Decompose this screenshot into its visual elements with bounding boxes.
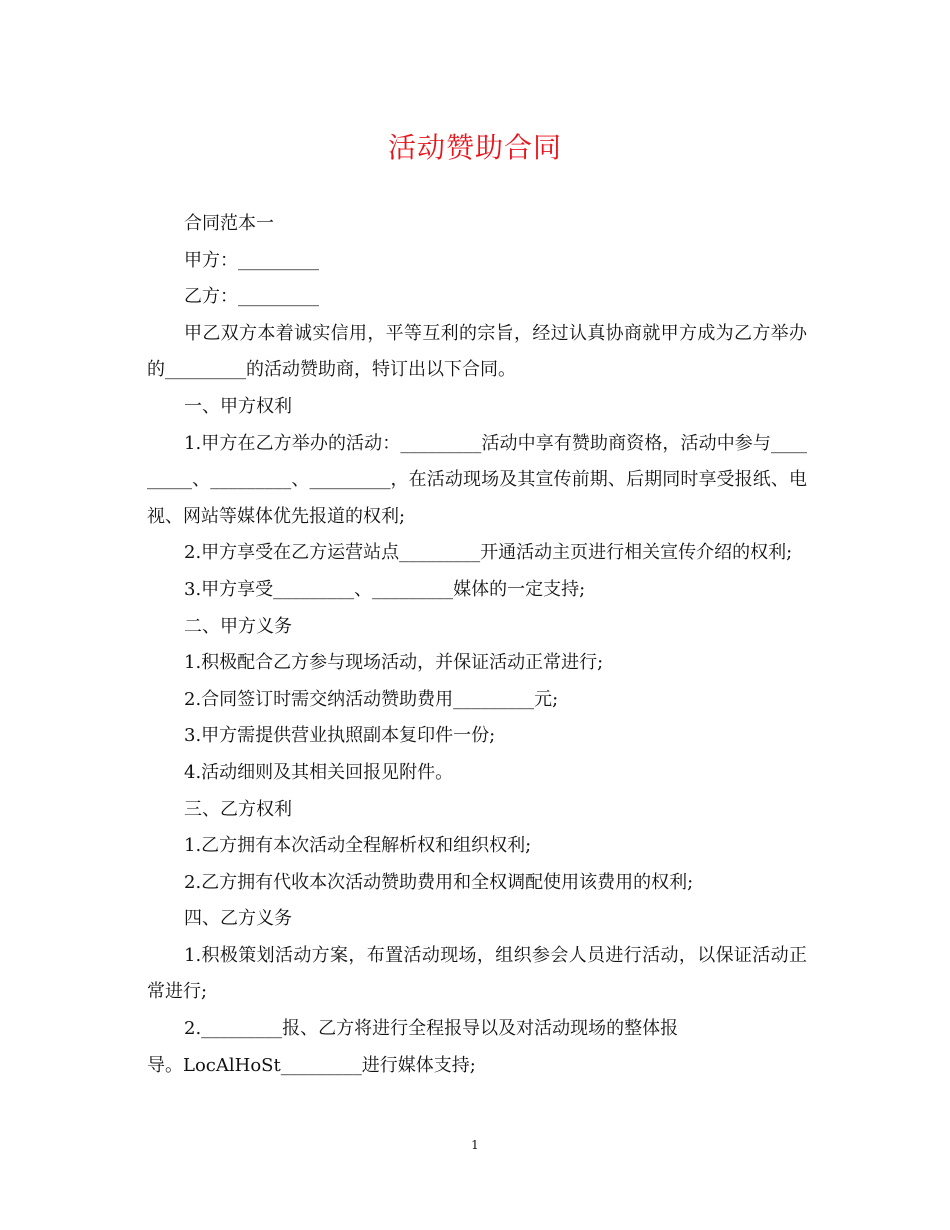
paragraph-clause: 1.积极配合乙方参与现场活动，并保证活动正常进行;	[184, 652, 604, 674]
section-heading-party-b-rights: 三、乙方权利	[184, 798, 292, 820]
section-heading-party-b-obligations: 四、乙方义务	[184, 908, 292, 930]
paragraph-clause: 1.甲方在乙方举办的活动：_________活动中享有赞助商资格，活动中参与_________、_________、_________，在活动现场及其宣传前期、后期同时享受报纸、电视、网站等媒体优先报道的权利;	[147, 432, 807, 527]
document-title: 活动赞助合同	[387, 131, 562, 164]
paragraph-clause: 3.甲方需提供营业执照副本复印件一份;	[184, 725, 496, 747]
section-heading-party-a-rights: 一、甲方权利	[184, 395, 292, 417]
paragraph-clause: 2.乙方拥有代收本次活动赞助费用和全权调配使用该费用的权利;	[184, 871, 694, 893]
paragraph-clause: 3.甲方享受_________、_________媒体的一定支持;	[184, 578, 586, 600]
paragraph-contract-sample: 合同范本一	[184, 213, 274, 234]
document-body	[147, 206, 807, 1084]
paragraph-party-b: 乙方：_________	[184, 286, 319, 308]
paragraph-preamble: 甲乙双方本着诚实信用，平等互利的宗旨，经过认真协商就甲方成为乙方举办的_________的活动赞助商，特订出以下合同。	[147, 322, 807, 381]
paragraph-clause: 2.甲方享受在乙方运营站点_________开通活动主页进行相关宣传介绍的权利;	[184, 542, 793, 564]
paragraph-clause-line: 2._________报、乙方将进行全程报导以及对活动现场的整体报	[184, 1018, 679, 1040]
paragraph-clause-line: 导。LocAlHoSt_________进行媒体支持;	[147, 1054, 476, 1076]
paragraph-clause: 1.积极策划活动方案，布置活动现场，组织参会人员进行活动，以保证活动正常进行;	[147, 944, 807, 1003]
paragraph-clause: 2.合同签订时需交纳活动赞助费用_________元;	[184, 688, 559, 710]
paragraph-clause: 1.乙方拥有本次活动全程解析权和组织权利;	[184, 835, 532, 857]
paragraph-party-a: 甲方：_________	[184, 249, 319, 271]
paragraph-clause: 4.活动细则及其相关回报见附件。	[184, 761, 454, 783]
section-heading-party-a-obligations: 二、甲方义务	[184, 615, 292, 637]
page-number: 1	[471, 1138, 479, 1152]
